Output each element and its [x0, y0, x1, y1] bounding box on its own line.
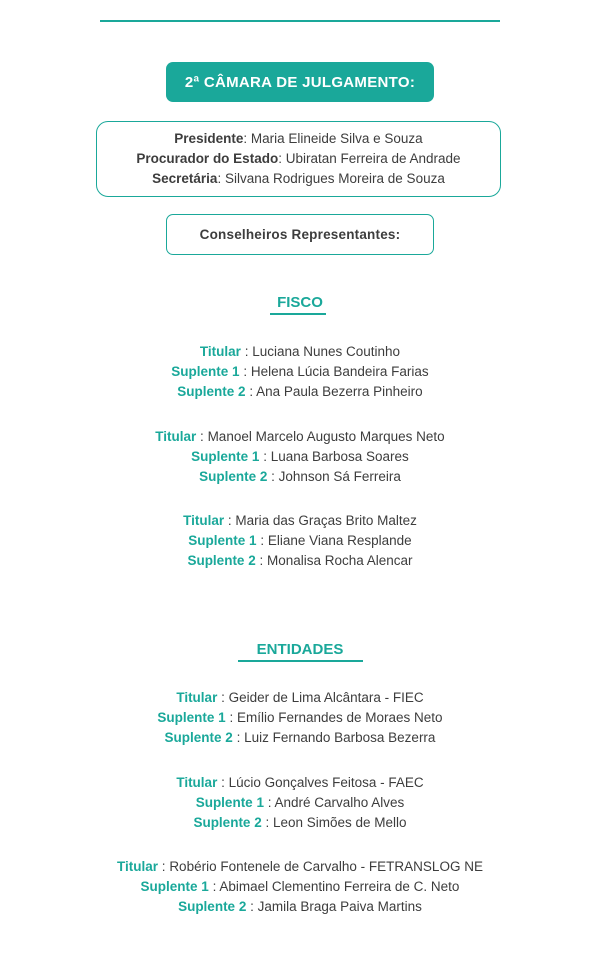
- member-row: [0, 362, 600, 382]
- member-role: Suplente 2: [164, 730, 233, 745]
- member-row: [0, 897, 600, 917]
- member-row: [0, 793, 600, 813]
- member-sep: :: [232, 730, 245, 745]
- member-role: Suplente 1: [195, 795, 264, 810]
- member-role: Suplente 1: [191, 449, 260, 464]
- member-row: [0, 531, 600, 551]
- member-row: [0, 467, 600, 487]
- member-role: Suplente 2: [187, 553, 256, 568]
- member-role: Suplente 2: [178, 899, 247, 914]
- member-row: [0, 511, 600, 531]
- entidades-group-2: [0, 773, 600, 833]
- member-role: Titular: [176, 690, 218, 705]
- member-name: André Carvalho Alves: [274, 795, 405, 810]
- member-sep: :: [208, 879, 220, 894]
- member-name: Lúcio Gonçalves Feitosa - FAEC: [228, 775, 424, 790]
- top-divider: [100, 20, 500, 22]
- member-sep: :: [224, 513, 236, 528]
- member-row: [0, 877, 600, 897]
- board-row-attorney: Procurador do Estado: Ubiratan Ferreira de Andrade: [136, 151, 461, 166]
- member-role: Suplente 1: [171, 364, 240, 379]
- member-row: [0, 427, 600, 447]
- section-title-fisco: FISCO: [277, 294, 323, 311]
- member-role: Titular: [117, 859, 159, 874]
- member-name: Eliane Viana Resplande: [267, 533, 412, 548]
- member-sep: :: [217, 690, 229, 705]
- member-role: Suplente 1: [140, 879, 209, 894]
- counselors-heading: Conselheiros Representantes:: [166, 214, 434, 255]
- member-row: [0, 382, 600, 402]
- member-sep: :: [217, 775, 229, 790]
- fisco-group-1: [0, 342, 600, 402]
- board-row-president: Presidente: Maria Elineide Silva e Souza: [174, 131, 423, 146]
- member-role: Titular: [155, 429, 197, 444]
- member-name: Johnson Sá Ferreira: [278, 469, 401, 484]
- member-row: [0, 773, 600, 793]
- section-underline-entidades: [238, 660, 363, 662]
- board-name: Ubiratan Ferreira de Andrade: [285, 151, 461, 166]
- member-role: Suplente 2: [193, 815, 262, 830]
- member-name: Helena Lúcia Bandeira Farias: [250, 364, 429, 379]
- member-name: Leon Simões de Mello: [272, 815, 407, 830]
- member-sep: :: [255, 553, 267, 568]
- member-row: [0, 447, 600, 467]
- member-name: Maria das Graças Brito Maltez: [235, 513, 417, 528]
- member-row: [0, 342, 600, 362]
- fisco-group-3: [0, 511, 600, 571]
- member-role: Suplente 1: [157, 710, 226, 725]
- section-title-entidades: ENTIDADES: [256, 641, 344, 658]
- member-row: [0, 857, 600, 877]
- member-role: Titular: [183, 513, 225, 528]
- board-label: Presidente: [174, 131, 244, 146]
- member-sep: :: [246, 899, 258, 914]
- section-underline-fisco: [270, 313, 326, 315]
- member-role: Suplente 2: [177, 384, 246, 399]
- member-row: [0, 688, 600, 708]
- member-role: Suplente 2: [199, 469, 268, 484]
- member-row: [0, 728, 600, 748]
- chamber-title: 2ª CÂMARA DE JULGAMENTO:: [166, 62, 434, 102]
- member-sep: :: [263, 795, 275, 810]
- member-name: Emílio Fernandes de Moraes Neto: [236, 710, 443, 725]
- board-row-secretary: Secretária: Silvana Rodrigues Moreira de Souza: [152, 171, 445, 186]
- board-label: Procurador do Estado: [136, 151, 279, 166]
- member-name: Luana Barbosa Soares: [270, 449, 409, 464]
- board-members-box: [96, 121, 501, 197]
- member-name: Monalisa Rocha Alencar: [266, 553, 413, 568]
- board-label: Secretária: [152, 171, 218, 186]
- member-sep: :: [256, 533, 268, 548]
- member-role: Titular: [199, 344, 241, 359]
- member-name: Robério Fontenele de Carvalho - FETRANSLOG NE: [169, 859, 483, 874]
- member-name: Luciana Nunes Coutinho: [252, 344, 401, 359]
- entidades-group-3: [0, 857, 600, 917]
- member-name: Luiz Fernando Barbosa Bezerra: [244, 730, 436, 745]
- member-sep: :: [225, 710, 237, 725]
- member-name: Abimael Clementino Ferreira de C. Neto: [219, 879, 460, 894]
- board-name: Maria Elineide Silva e Souza: [250, 131, 423, 146]
- member-sep: :: [261, 815, 273, 830]
- member-name: Ana Paula Bezerra Pinheiro: [256, 384, 423, 399]
- member-row: [0, 708, 600, 728]
- member-row: [0, 813, 600, 833]
- member-sep: :: [240, 344, 253, 359]
- member-sep: :: [267, 469, 279, 484]
- entidades-group-1: [0, 688, 600, 748]
- member-role: Titular: [176, 775, 218, 790]
- fisco-group-2: [0, 427, 600, 487]
- member-sep: :: [245, 384, 257, 399]
- member-name: Manoel Marcelo Augusto Marques Neto: [207, 429, 445, 444]
- member-sep: :: [196, 429, 208, 444]
- member-row: [0, 551, 600, 571]
- member-role: Suplente 1: [188, 533, 257, 548]
- member-sep: :: [259, 449, 271, 464]
- member-sep: :: [158, 859, 170, 874]
- member-sep: :: [239, 364, 251, 379]
- member-name: Jamila Braga Paiva Martins: [257, 899, 422, 914]
- board-name: Silvana Rodrigues Moreira de Souza: [224, 171, 445, 186]
- member-name: Geider de Lima Alcântara - FIEC: [228, 690, 424, 705]
